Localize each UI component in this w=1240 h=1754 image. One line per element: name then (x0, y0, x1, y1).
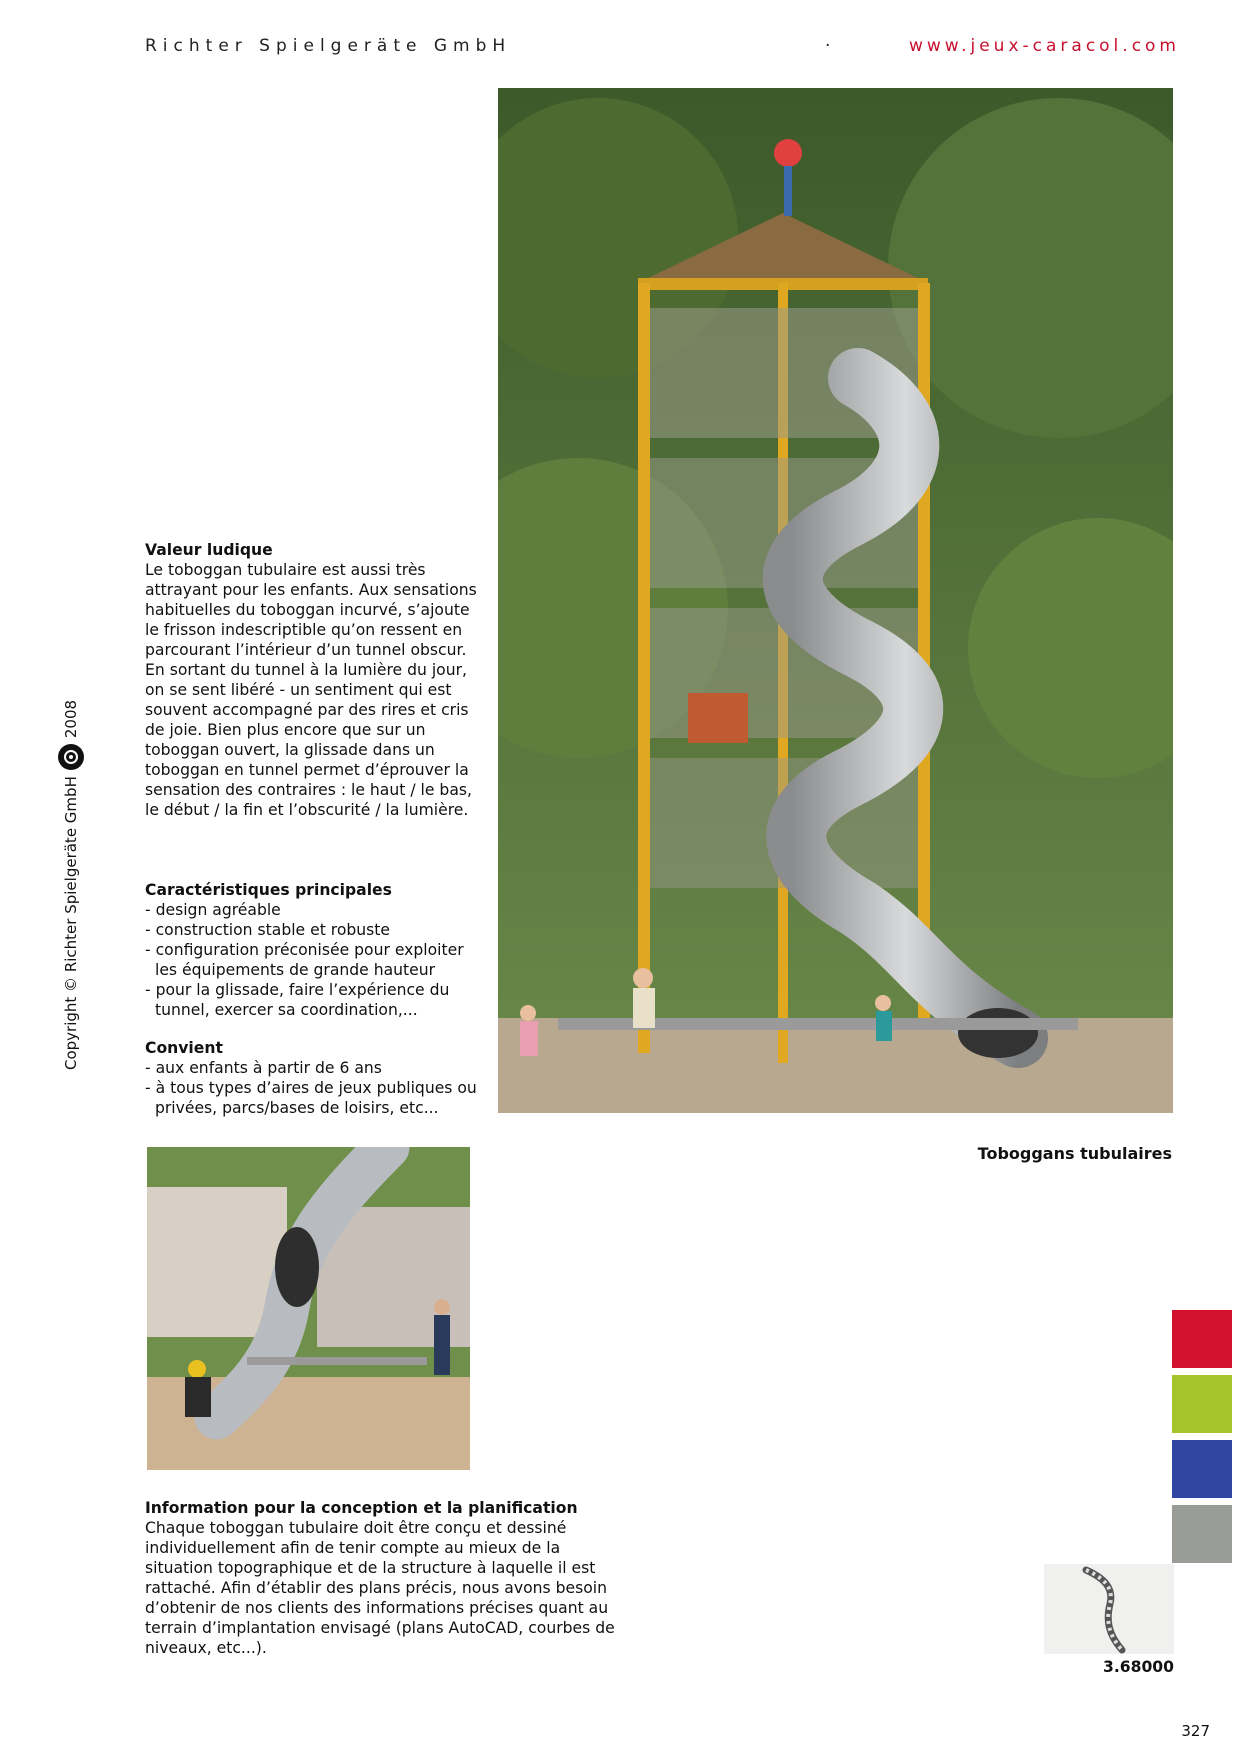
color-swatch-red (1172, 1310, 1232, 1368)
copyright-text: Copyright © Richter Spielgeräte GmbH (62, 776, 80, 1070)
richter-logo-icon (58, 744, 84, 770)
paragraph: En sortant du tunnel à la lumière du jour, on se sent libéré - un sentiment qui est souvent accompagné par des rires et cris de joie. Bien plus encore que sur un toboggan ouvert, la glissade dans un toboggan en tunnel permet d’éprouver la sensation des contraires : le haut / le bas, le début / la fin et l’obscurité / la lumière. (145, 661, 472, 819)
suitability-list (145, 1058, 490, 1118)
list-item: - aux enfants à partir de 6 ans (145, 1058, 490, 1078)
product-caption: Toboggans tubulaires (977, 1144, 1172, 1163)
caracteristiques-section (145, 880, 485, 1020)
convient-section (145, 1038, 490, 1118)
secondary-photo-slide-exit (147, 1147, 470, 1470)
section-title: Valeur ludique (145, 541, 273, 559)
main-photo-tube-slide-tower (498, 88, 1173, 1113)
list-item: - à tous types d’aires de jeux publiques ou privées, parcs/bases de loisirs, etc... (145, 1078, 490, 1118)
product-thumbnail (1044, 1564, 1174, 1654)
copyright-notice (58, 700, 84, 1070)
header-separator: · (825, 36, 837, 56)
feature-list (145, 900, 485, 1020)
paragraph: Chaque toboggan tubulaire doit être conçu et dessiné individuellement afin de tenir compte au mieux de la situation topographique et de la structure à laquelle il est rattaché. Afin d’établir des plans précis, nous avons besoin d’obtenir de nos clients des informations précises quant au terrain d’implantation envisagé (plans AutoCAD, courbes de niveaux, etc...). (145, 1519, 615, 1657)
valeur-ludique-section (145, 540, 480, 820)
color-swatch-green (1172, 1375, 1232, 1433)
list-item: - construction stable et robuste (145, 920, 485, 940)
paragraph: Le toboggan tubulaire est aussi très attrayant pour les enfants. Aux sensations habituelles du toboggan incurvé, s’ajoute le frisson indescriptible qu’on ressent en parcourant l’intérieur d’un tunnel obscur. (145, 561, 477, 659)
section-title: Caractéristiques principales (145, 881, 392, 899)
list-item: - design agréable (145, 900, 485, 920)
website-link[interactable]: www.jeux-caracol.com (908, 36, 1180, 56)
list-item: - configuration préconisée pour exploiter les équipements de grande hauteur (145, 940, 485, 980)
company-name: Richter Spielgeräte GmbH (145, 36, 512, 56)
color-swatch-gray (1172, 1505, 1232, 1563)
page-number: 327 (1181, 1722, 1210, 1740)
planning-info-section (145, 1498, 615, 1658)
section-title: Information pour la conception et la planification (145, 1499, 578, 1517)
list-item: - pour la glissade, faire l’expérience du tunnel, exercer sa coordination,... (145, 980, 485, 1020)
page-header (145, 36, 1180, 60)
copyright-year: 2008 (62, 699, 80, 739)
section-title: Convient (145, 1039, 223, 1057)
color-swatch-blue (1172, 1440, 1232, 1498)
product-code: 3.68000 (1102, 1658, 1174, 1676)
